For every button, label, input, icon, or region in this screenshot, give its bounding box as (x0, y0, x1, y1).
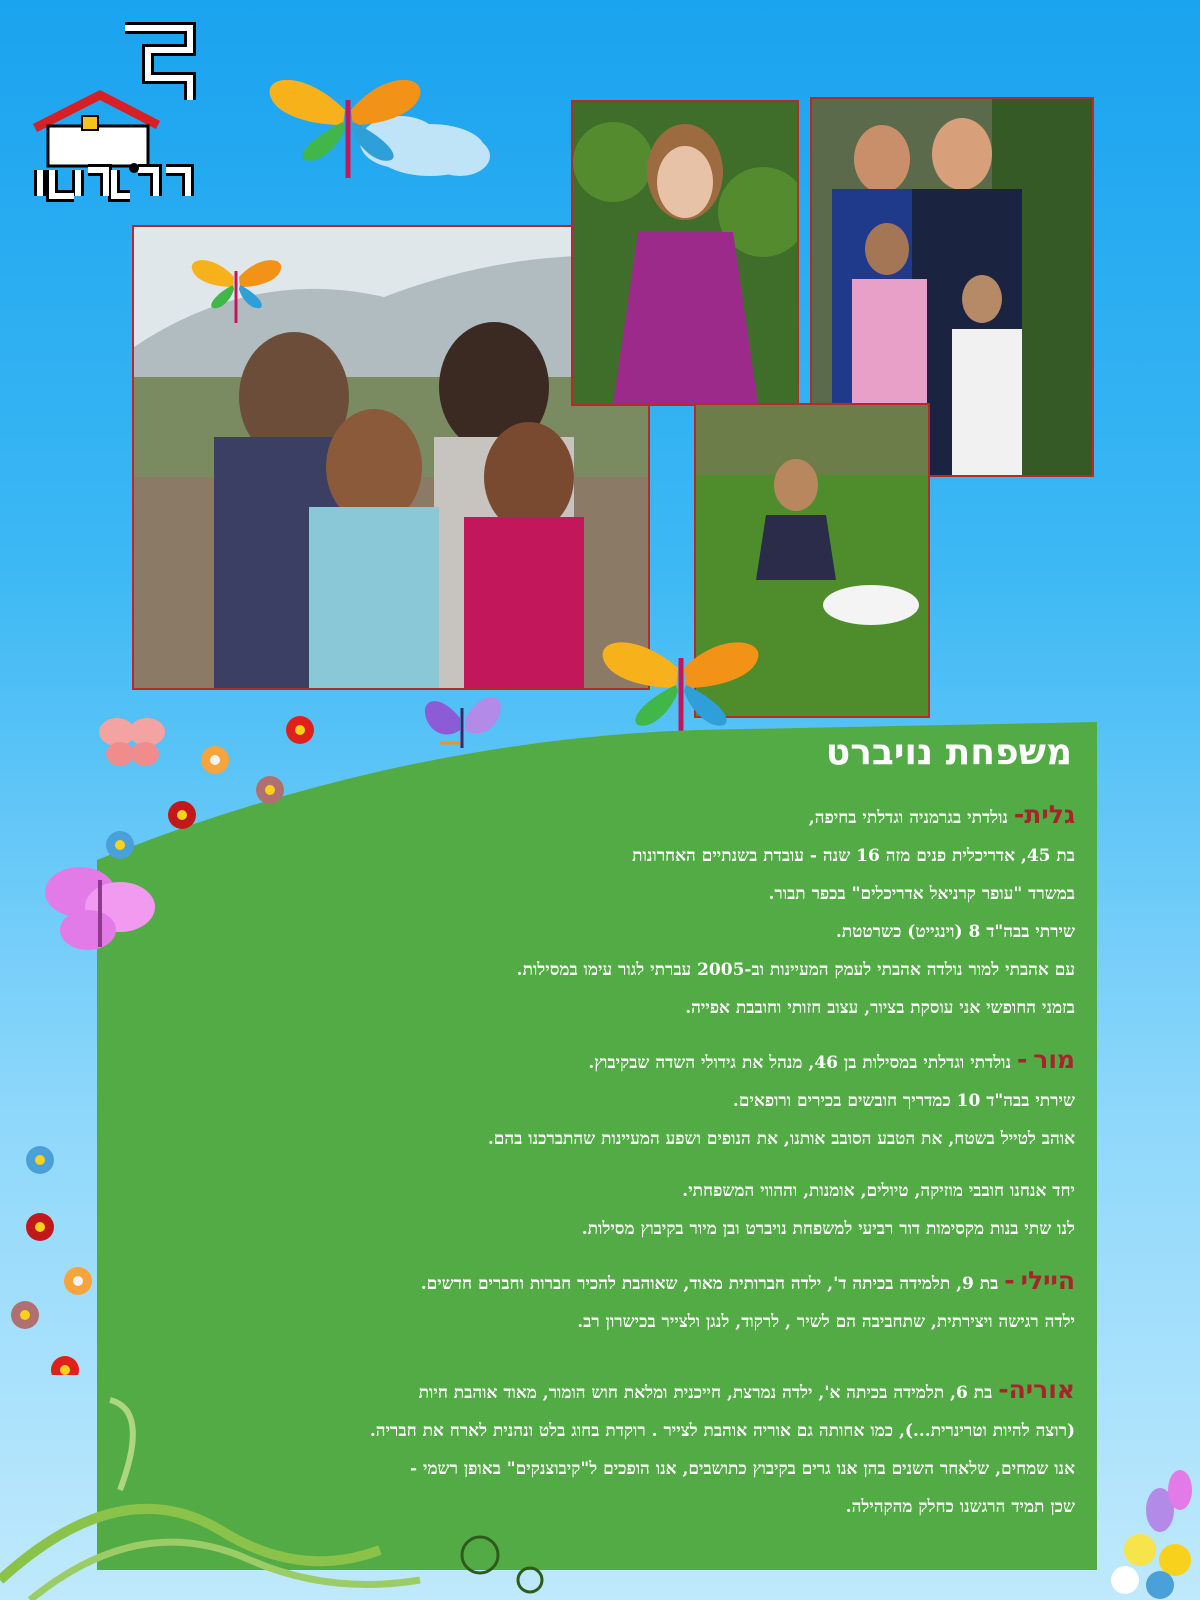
kibbutz-logo (30, 20, 210, 205)
paragraph-line: יחד אנחנו חובבי מוזיקה, טיולים, אומנות, וההווי המשפחתי. (682, 1181, 1075, 1201)
paragraph-line: בת 9, תלמידה בכיתה ד', ילדה חברותית מאוד, שאוהבת להכיר חברות וחברים חדשים. (420, 1274, 1005, 1294)
haili-name: היילי (1020, 1266, 1075, 1295)
paragraph-line: בזמני החופשי אני עוסקת בציור, עצוב חזותי וחובבת אפייה. (685, 998, 1075, 1018)
paragraph-line: שכן תמיד הרגשנו כחלק מהקהילה. (845, 1497, 1075, 1517)
paragraph-line: ילדה רגישה ויצירתית, שתחביבה הם לשיר , לרקוד, לנגן ולצייר בכישרון רב. (577, 1312, 1075, 1332)
paragraph-line: שירתי בבה"ד 10 כמדריך חובשים בכירים ורופאים. (732, 1091, 1075, 1111)
family-title: משפחת נויברט (825, 732, 1072, 773)
galit-name: גלית (1024, 800, 1075, 829)
uriya-name: אוריה (1008, 1375, 1075, 1404)
paragraph-line: אוהב לטייל בשטח, את הטבע הסובב אותנו, את הנופים ושפע המעיינות שהתברכנו בהם. (487, 1129, 1075, 1149)
paragraph-line: בת 6, תלמידה בכיתה א', ילדה נמרצת, חייכנית ומלאת חוש הומור, מאוד אוהבת חיות (418, 1383, 999, 1403)
butterfly-icon (265, 70, 495, 190)
mor-intro-line (155, 1041, 1075, 1082)
dash: - (1013, 800, 1025, 829)
flower-icon (1095, 1430, 1200, 1600)
galit-intro-line (155, 796, 1075, 837)
dash: - (1004, 1266, 1015, 1295)
paragraph-line: נולדתי וגדלתי במסילות בן 46, מנהל את גידולי השדה שבקיבוץ. (588, 1053, 1017, 1073)
paragraph-line: שירתי בבה"ד 8 (וינגייט) כשרטטת. (835, 922, 1075, 942)
uriya-intro-line (155, 1371, 1075, 1412)
paragraph-line: אנו שמחים, שלאחר השנים בהן אנו גרים בקיבוץ כתושבים, אנו הופכים ל"קיבוצנקים" באופן רשמי - (410, 1459, 1075, 1479)
paragraph-line: בת 45, אדריכלית פנים מזה 16 שנה - עובדת בשנתיים האחרונות (632, 846, 1075, 866)
family-description (155, 796, 1075, 1526)
dash: - (1016, 1045, 1028, 1074)
paragraph-line: נולדתי בגרמניה וגדלתי בחיפה, (808, 808, 1014, 828)
paragraph-line: במשרד "עופר קרניאל אדריכלים" בכפר תבור. (768, 884, 1075, 904)
paragraph-line: (רוצה להיות וטרינרית...), כמו אחותה גם אוריה אוהבת לצייר . רוקדת בחוג בלט ונהנית לארח את חבריה. (369, 1421, 1075, 1441)
daughter-portrait-photo (571, 100, 799, 406)
mor-name: מור (1033, 1045, 1075, 1074)
daughter-lawn-photo (694, 403, 930, 718)
paragraph-line: לנו שתי בנות מקסימות דור רביעי למשפחת נויברט ובן מיור בקיבוץ מסילות. (581, 1219, 1075, 1239)
dash: - (998, 1375, 1009, 1404)
haili-intro-line (155, 1262, 1075, 1303)
paragraph-line: עם אהבתי למור נולדה אהבתי לעמק המעיינות וב-2005 עברתי לגור עימו במסילות. (516, 960, 1075, 980)
